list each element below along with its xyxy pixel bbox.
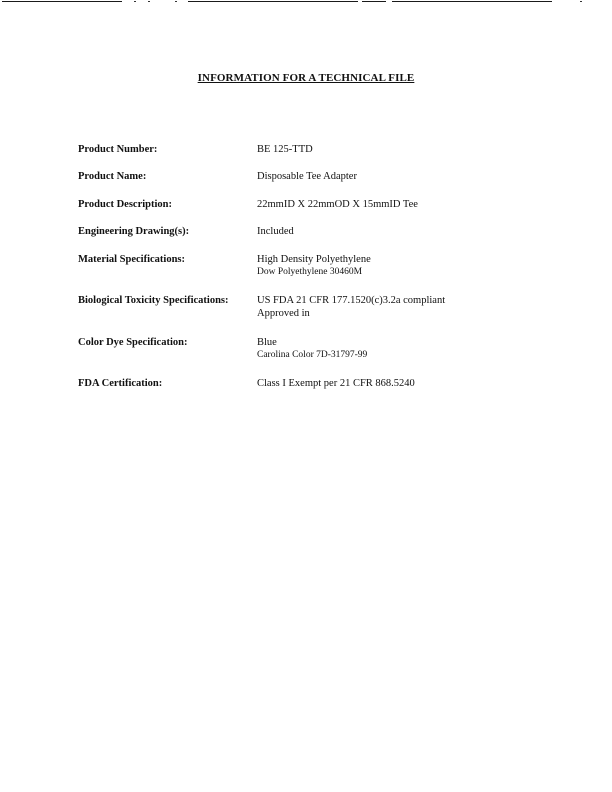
field-label: Color Dye Specification:: [78, 337, 188, 348]
field-value: [257, 336, 367, 362]
field-label: Material Specifications:: [78, 254, 186, 265]
field-value-line: Included: [257, 226, 294, 237]
field-value: [257, 143, 313, 156]
scan-dot: [148, 1, 150, 2]
field-label: Biological Toxicity Specifications:: [78, 295, 229, 306]
scan-line: [362, 1, 386, 2]
field-value-line: Class I Exempt per 21 CFR 868.5240: [257, 378, 415, 389]
scan-dot: [175, 1, 177, 2]
field-value-line: Dow Polyethylene 30460M: [257, 267, 363, 277]
scan-line: [392, 1, 552, 2]
field-value-line: Blue: [257, 337, 277, 348]
field-value-line: Approved in: [257, 308, 310, 319]
scan-dot: [134, 1, 136, 2]
field-label: Product Number:: [78, 144, 158, 155]
scan-line: [2, 1, 122, 2]
field-value: [257, 198, 418, 211]
field-label: Engineering Drawing(s):: [78, 226, 190, 237]
field-value: [257, 170, 357, 183]
field-label: Product Description:: [78, 199, 173, 210]
field-label: FDA Certification:: [78, 378, 163, 389]
document-title: INFORMATION FOR A TECHNICAL FILE: [197, 72, 415, 84]
field-label: Product Name:: [78, 171, 147, 182]
field-value-line: Disposable Tee Adapter: [257, 171, 357, 182]
field-value: [257, 225, 294, 238]
field-value: [257, 253, 371, 279]
field-value-line: 22mmID X 22mmOD X 15mmID Tee: [257, 199, 418, 210]
field-value-line: Carolina Color 7D-31797-99: [257, 350, 368, 360]
field-value-line: High Density Polyethylene: [257, 254, 371, 265]
field-value: [257, 377, 415, 390]
scan-line: [188, 1, 358, 2]
field-value-line: US FDA 21 CFR 177.1520(c)3.2a compliant: [257, 295, 446, 306]
field-value-line: BE 125-TTD: [257, 144, 313, 155]
scan-header-marks: [0, 0, 612, 6]
scan-dot: [580, 1, 582, 2]
field-value: [257, 294, 445, 320]
